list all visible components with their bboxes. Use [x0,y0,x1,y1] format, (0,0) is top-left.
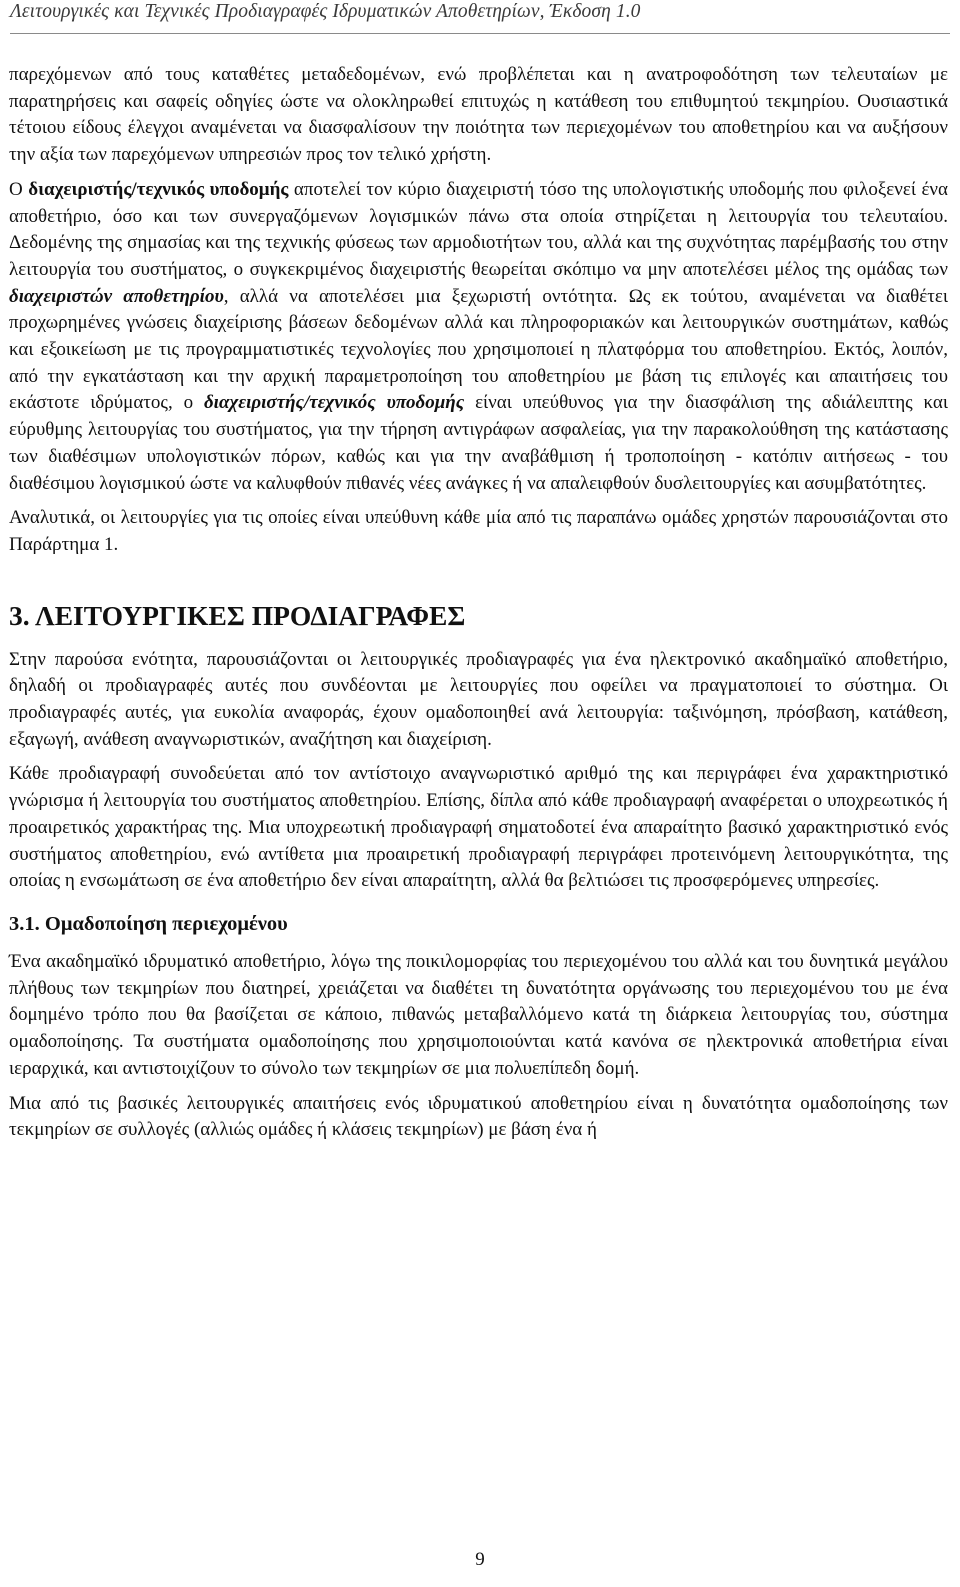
paragraph-3: Αναλυτικά, οι λειτουργίες για τις οποίες είναι υπεύθυνη κάθε μία από τις παραπάνω ομάδες χρηστών παρουσιάζονται στο Παράρτημα 1. [9,507,948,555]
paragraph-text: αποτελεί τον κύριο διαχειριστή τόσο της υπολογιστικής υποδομής που φιλοξενεί ένα αποθετήριο, όσο και των συνεργαζόμενων λογισμικών πάνω στα οποία στηρίζεται η λειτουργία του τελευταίου. Δεδομένης της σημασίας και της τεχνικής φύσεως των αρμοδιοτήτων του, αλλά και της συχνότητας παρέμβασής του στην λειτουργία του συστήματος, ο συγκεκριμένος διαχειριστής θεωρείται σκόπιμο να μην αποτελέσει μέλος της ομάδας των [9,178,948,280]
paragraph-6: Ένα ακαδημαϊκό ιδρυματικό αποθετήριο, λόγω της ποικιλομορφίας του περιεχομένου του αλλά και του δυνητικά μεγάλου πλήθους των τεκμηρίων που διατηρεί, χρειάζεται να διαθέτει τη δυνατότητα οργάνωσης του περιεχομένου του με ένα δομημένο τρόπο που θα βασίζεται σε κάποιο, πιθανώς μεταβαλλόμενο κατά τη διάρκεια λειτουργίας του, σύστημα ομαδοποίησης. Τα συστήματα ομαδοποίησης που χρησιμοποιούνται κατά κανόνα σε ηλεκτρονικά αποθετήρια είναι ιεραρχικά, και αντιστοιχίζουν το σύνολο των τεκμηρίων σε μια πολυεπίπεδη δομή. [9,950,948,1079]
section-heading: 3. ΛΕΙΤΟΥΡΓΙΚΕΣ ΠΡΟΔΙΑΓΡΑΦΕΣ [9,599,466,631]
paragraph-7: Μια από τις βασικές λειτουργικές απαιτήσεις ενός ιδρυματικού αποθετηρίου είναι η δυνατότητα ομαδοποίησης των τεκμηρίων σε συλλογές (αλλιώς ομάδες ή κλάσεις τεκμηρίων) με βάση ένα ή [9,1092,948,1141]
header-divider [10,33,950,34]
paragraph-infrastructure-admin [9,177,948,497]
paragraph-4: Στην παρούσα ενότητα, παρουσιάζονται οι λειτουργικές προδιαγραφές για ένα ηλεκτρονικό ακαδημαϊκό αποθετήριο, δηλαδή οι προδιαγραφές αυτές που συνδέονται με λειτουργίες που οφείλει να πραγματοποιεί το σύστημα. Οι προδιαγραφές αυτές, για ευκολία αναφοράς, έχουν ομαδοποιηθεί ανά λειτουργία: ταξινόμηση, πρόσβαση, κατάθεση, εξαγωγή, ανάθεση αναγνωριστικών, αναζήτηση και διαχείριση. [9,648,948,750]
running-header: Λειτουργικές και Τεχνικές Προδιαγραφές Ιδρυματικών Αποθετηρίων, Έκδοση 1.0 [10,1,641,22]
subsection-heading: 3.1. Ομαδοποίηση περιεχομένου [9,912,288,935]
term-repository-admins: διαχειριστών αποθετηρίου [9,285,224,307]
paragraph-5: Κάθε προδιαγραφή συνοδεύεται από τον αντίστοιχο αναγνωριστικό αριθμό της και περιγράφει ένα χαρακτηριστικό γνώρισμα ή λειτουργία του συστήματος αποθετηρίου. Επίσης, δίπλα από κάθε προδιαγραφή αναφέρεται ο υποχρεωτικός ή προαιρετικός χαρακτήρας της. Μια υποχρεωτική προδιαγραφή σηματοδοτεί ένα απαραίτητο βασικό χαρακτηριστικό ενός συστήματος αποθετηρίου, ενώ αντίθετα μια προαιρετική προδιαγραφή περιγράφει προτεινόμενη λειτουργικότητα, της οποίας η ενσωμάτωση σε ένα αποθετήριο δεν είναι απαραίτητη, αλλά θα βελτιώσει τις προσφερόμενες υπηρεσίες. [9,763,948,892]
document-body [9,62,948,1144]
term-infrastructure-admin: διαχειριστής/τεχνικός υποδομής [28,178,289,200]
term-infrastructure-admin: διαχειριστής/τεχνικός υποδομής [203,392,465,414]
paragraph-text: Ο [9,178,29,200]
paragraph-text: είναι υπεύθυνος για την διασφάλιση της αδιάλειπτης και εύρυθμης λειτουργίας του συστήματος, για την τήρηση αντιγράφων ασφαλείας, για την παρακολούθηση της κατάστασης των διαθέσιμων υπολογιστικών πόρων, καθώς και για την αναβάθμιση ή τροποποίηση - κατόπιν αιτήσεως - του διαθέσιμου λογισμικού ώστε να καλυφθούν πιθανές νέες ανάγκες ή να απαλειφθούν δυσλειτουργίες και ασυμβατότητες. [9,392,948,494]
paragraph-text: , αλλά να αποτελέσει μια ξεχωριστή οντότητα. Ως εκ τούτου, αναμένεται να διαθέτει προχωρημένες γνώσεις διαχείρισης βάσεων δεδομένων αλλά και πληροφοριακών και λειτουργικών συστημάτων, καθώς και εξοικείωση με τις προγραμματιστικές τεχνολογίες που χρησιμοποιεί η πλατφόρμα του αποθετηρίου. Εκτός, λοιπόν, από την εγκατάσταση και την αρχική παραμετροποίηση του αποθετηρίου με βάση τις επιλογές και απαιτήσεις του εκάστοτε ιδρύματος, ο [9,285,948,414]
paragraph-1: παρεχόμενων από τους καταθέτες μεταδεδομένων, ενώ προβλέπεται και η ανατροφοδότηση των τελευταίων με παρατηρήσεις και σαφείς οδηγίες ώστε να ολοκληρωθεί επιτυχώς η κατάθεση του επιθυμητού τεκμηρίου. Ουσιαστικά τέτοιου είδους έλεγχοι αναμένεται να διασφαλίσουν την ποιότητα των περιεχομένων του αποθετηρίου και να αυξήσουν την αξία των παρεχόμενων υπηρεσιών προς τον τελικό χρήστη. [9,64,948,166]
page-number: 9 [475,1549,485,1570]
